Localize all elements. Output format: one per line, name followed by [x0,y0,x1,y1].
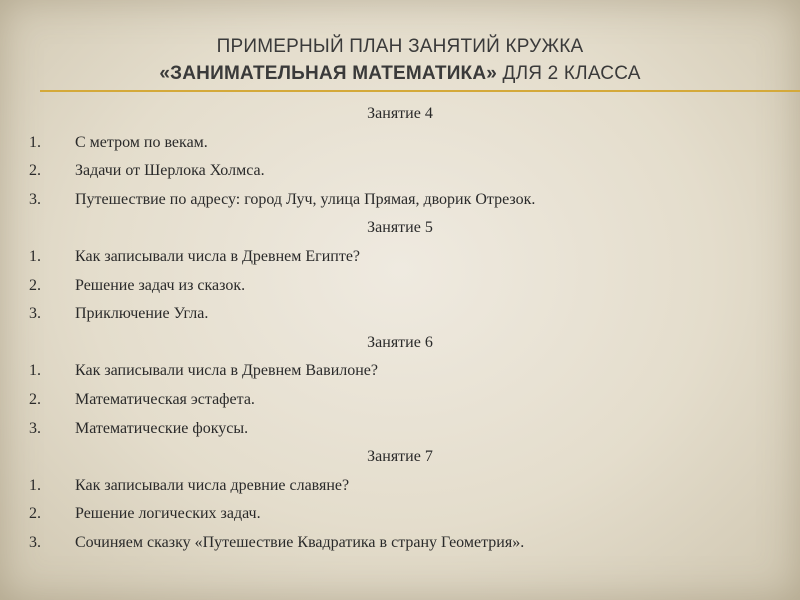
item-text: С метром по векам. [75,133,208,151]
item-text: Сочиняем сказку «Путешествие Квадратика в страну Геометрия». [75,533,525,551]
item-number: 2. [29,390,41,408]
title-course-name: «ЗАНИМАТЕЛЬНАЯ МАТЕМАТИКА» [159,63,498,84]
list-item [0,415,800,444]
list-item [0,157,800,186]
title-line-1: ПРИМЕРНЫЙ ПЛАН ЗАНЯТИЙ КРУЖКА [216,36,584,57]
item-text: Приключение Угла. [75,305,209,323]
item-number: 2. [29,505,41,523]
list-item [0,243,800,272]
list-item [0,272,800,301]
item-number: 1. [29,247,41,265]
item-number: 3. [29,190,41,208]
list-item [0,357,800,386]
item-text: Как записывали числа в Древнем Египте? [75,247,361,265]
item-text: Как записывали числа древние славяне? [75,476,350,494]
session-block [0,100,800,214]
title-grade: ДЛЯ 2 КЛАССА [497,63,641,84]
list-item [0,186,800,215]
item-text: Как записывали числа в Древнем Вавилоне? [75,362,379,380]
session-block [0,214,800,328]
lesson-plan [0,100,800,558]
session-heading: Занятие 7 [367,448,433,466]
item-text: Решение задач из сказок. [75,276,246,294]
session-heading: Занятие 4 [367,105,433,122]
session-block [0,329,800,443]
list-item [0,529,800,558]
list-item [0,472,800,501]
list-item [0,300,800,329]
item-number: 3. [29,419,41,437]
title-divider [40,90,800,92]
item-number: 1. [29,133,41,151]
item-number: 2. [29,162,41,180]
item-number: 3. [29,533,41,551]
title-line-2 [0,60,800,87]
slide-title [0,33,800,87]
item-text: Математическая эстафета. [75,390,255,408]
item-number: 1. [29,362,41,380]
item-text: Математические фокусы. [75,419,249,437]
list-item [0,500,800,529]
item-text: Решение логических задач. [75,505,261,523]
item-number: 1. [29,476,41,494]
item-text: Задачи от Шерлока Холмса. [75,162,265,180]
list-item [0,129,800,158]
item-number: 2. [29,276,41,294]
item-number: 3. [29,305,41,323]
session-heading: Занятие 5 [367,219,433,237]
item-text: Путешествие по адресу: город Луч, улица Прямая, дворик Отрезок. [75,190,536,208]
session-block [0,443,800,557]
session-heading: Занятие 6 [367,333,433,351]
list-item [0,386,800,415]
